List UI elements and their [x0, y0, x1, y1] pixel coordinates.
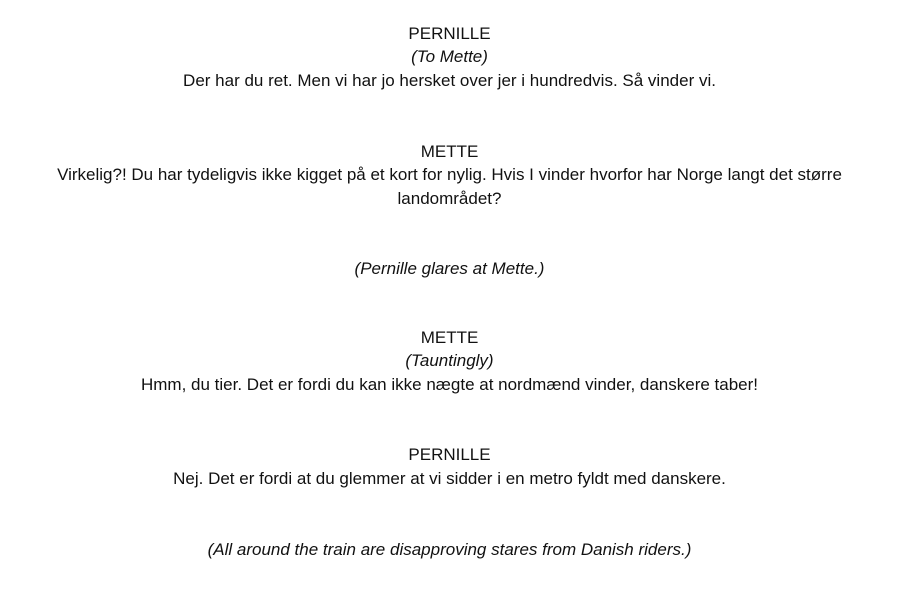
- dialogue-line: Nej. Det er fordi at du glemmer at vi sidder i en metro fyldt med danskere.: [173, 469, 726, 488]
- dialogue-line: Der har du ret. Men vi har jo hersket over jer i hundredvis. Så vinder vi.: [183, 71, 716, 90]
- stage-direction: (Pernille glares at Mette.): [354, 259, 545, 278]
- speaker-name: METTE: [420, 328, 479, 347]
- parenthetical: (To Mette): [411, 47, 488, 66]
- dialogue-line: Hmm, du tier. Det er fordi du kan ikke nægte at nordmænd vinder, danskere taber!: [140, 375, 759, 394]
- dialogue-line: Virkelig?! Du har tydeligvis ikke kigget på et kort for nylig. Hvis I vinder hvorfor har Norge langt det større landområdet?: [57, 165, 842, 208]
- speaker-name: PERNILLE: [408, 445, 491, 464]
- stage-direction: (All around the train are disapproving stares from Danish riders.): [207, 540, 692, 559]
- speaker-name: METTE: [420, 142, 479, 161]
- parenthetical: (Tauntingly): [405, 351, 494, 370]
- speaker-name: PERNILLE: [408, 24, 491, 43]
